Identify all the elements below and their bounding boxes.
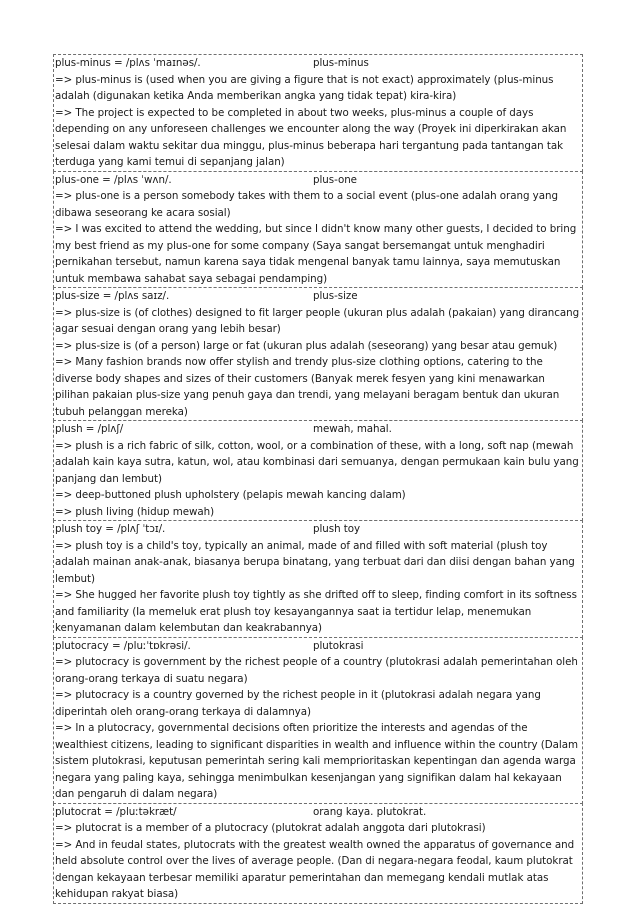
entry-meaning: plutokrasi — [313, 639, 364, 652]
entry-line: => And in feudal states, plutocrats with the greatest wealth owned the apparatus of governance and held absolute control over the lives of average people. (Dan di negara-negara feodal, kaum plutokrat dengan kekayaan terbesar memiliki aparatur pemerintahan dan memegang kendali mutlak atas kehidupan rakyat biasa) — [55, 838, 575, 900]
entry-meaning: orang kaya. plutokrat. — [313, 805, 427, 818]
entry-heading — [55, 288, 581, 305]
entry-line: => plutocracy is a country governed by the richest people in it (plutokrasi adalah negara yang diperintah oleh orang-orang terkaya di dalamnya) — [55, 689, 541, 718]
entry-plutocracy — [53, 637, 583, 804]
entry-heading — [55, 172, 581, 189]
entry-line: => plush toy is a child's toy, typically an animal, made of and filled with soft material (plush toy adalah mainan anak-anak, biasanya berupa binatang, yang terbuat dari dan diisi dengan bahan yang lembut) — [55, 539, 575, 585]
entry-term: plush = /plʌʃ/ — [55, 423, 124, 435]
entry-meaning: plus-minus — [313, 57, 369, 69]
entry-line: => plus-one is a person somebody takes with them to a social event (plus-one adalah orang yang dibawa seseorang ke acara sosial) — [55, 190, 558, 219]
entry-meaning: mewah, mahal. — [313, 423, 392, 435]
entry-plus-minus — [53, 54, 583, 172]
entry-term: plutocrat = /pluːtəkræt/ — [55, 805, 177, 818]
entry-plutocrat — [53, 803, 583, 904]
entry-line: => plutocracy is government by the richest people of a country (plutokrasi adalah pemerintahan oleh orang-orang terkaya di suatu negara) — [55, 656, 578, 685]
entry-line: => I was excited to attend the wedding, but since I didn't know many other guests, I decided to bring my best friend as my plus-one for some company (Saya sangat bersemangat untuk menghadiri pernikahan tersebut, namun karena saya tidak mengenal banyak tamu lainnya, saya memutuskan untuk membawa sahabat saya sebagai pendamping) — [55, 223, 577, 285]
entry-term: plus-minus = /plʌs ˈmaɪnəs/. — [55, 57, 201, 69]
entry-plush-toy — [53, 520, 583, 638]
entry-meaning: plush toy — [313, 523, 361, 535]
entry-line: => plutocrat is a member of a plutocracy (plutokrat adalah anggota dari plutokrasi) — [55, 822, 486, 834]
entry-line: => The project is expected to be completed in about two weeks, plus-minus a couple of days depending on any unforeseen challenges we encounter along the way (Proyek ini diperkirakan akan selesai dalam waktu sekitar dua minggu, plus-minus beberapa hari tergantung pada tantangan tak terduga yang kami temui di sepanjang jalan) — [55, 106, 567, 168]
entry-heading — [55, 521, 581, 538]
entry-term: plutocracy = /pluːˈtɒkrəsi/. — [55, 639, 191, 652]
entry-term: plus-size = /plʌs saɪz/. — [55, 290, 170, 302]
entry-line: => Many fashion brands now offer stylish and trendy plus-size clothing options, catering to the diverse body shapes and sizes of their customers (Banyak merek fesyen yang kini menawarkan pilihan pakaian plus-size yang penuh gaya dan trendi, yang melayani beragam bentuk dan ukuran tubuh pelanggan mereka) — [55, 356, 560, 418]
entry-term: plus-one = /plʌs ˈwʌn/. — [55, 173, 172, 186]
entry-plush — [53, 420, 583, 521]
entry-line: => In a plutocracy, governmental decisions often prioritize the interests and agendas of the wealthiest citizens, leading to significant disparities in wealth and influence within the country (Dalam sistem plutokrasi, keputusan pemerintah sering kali memprioritaskan kepentingan dan agenda warga negara yang paling kaya, sehingga menimbulkan kesenjangan yang signifikan dalam hal kekayaan dan pengaruh di dalam negara) — [55, 722, 578, 800]
entry-line: => plus-minus is (used when you are giving a figure that is not exact) approximately (plus-minus adalah (digunakan ketika Anda memberikan angka yang tidak tepat) kira-kira) — [55, 73, 554, 102]
entry-heading — [55, 638, 581, 655]
entry-heading — [55, 55, 581, 72]
entry-plus-one — [53, 171, 583, 289]
entry-term: plush toy = /plʌʃ ˈtɔɪ/. — [55, 523, 166, 535]
entry-line: => plus-size is (of clothes) designed to fit larger people (ukuran plus adalah (pakaian) yang dirancang agar sesuai dengan orang yang lebih besar) — [55, 306, 580, 335]
entry-heading — [55, 421, 581, 438]
entry-line: => plush living (hidup mewah) — [55, 505, 215, 518]
entry-plus-size — [53, 287, 583, 421]
entry-line: => She hugged her favorite plush toy tightly as she drifted off to sleep, finding comfort in its softness and familiarity (Ia memeluk erat plush toy kesayangannya saat ia tertidur lelap, menemukan kenyamanan dalam kelembutan dan keakrabannya) — [55, 589, 577, 634]
entry-meaning: plus-size — [313, 290, 358, 302]
entry-meaning: plus-one — [313, 173, 357, 186]
entry-line: => plush is a rich fabric of silk, cotton, wool, or a combination of these, with a long, soft nap (mewah adalah kain kaya sutra, katun, wol, atau kombinasi dari semuanya, dengan permukaan kain bulu yang panjang dan lembut) — [55, 439, 579, 485]
document-page — [53, 55, 583, 904]
entry-line: => plus-size is (of a person) large or fat (ukuran plus adalah (seseorang) yang besar atau gemuk) — [55, 339, 558, 352]
entry-heading — [55, 804, 581, 821]
entry-line: => deep-buttoned plush upholstery (pelapis mewah kancing dalam) — [55, 489, 406, 501]
